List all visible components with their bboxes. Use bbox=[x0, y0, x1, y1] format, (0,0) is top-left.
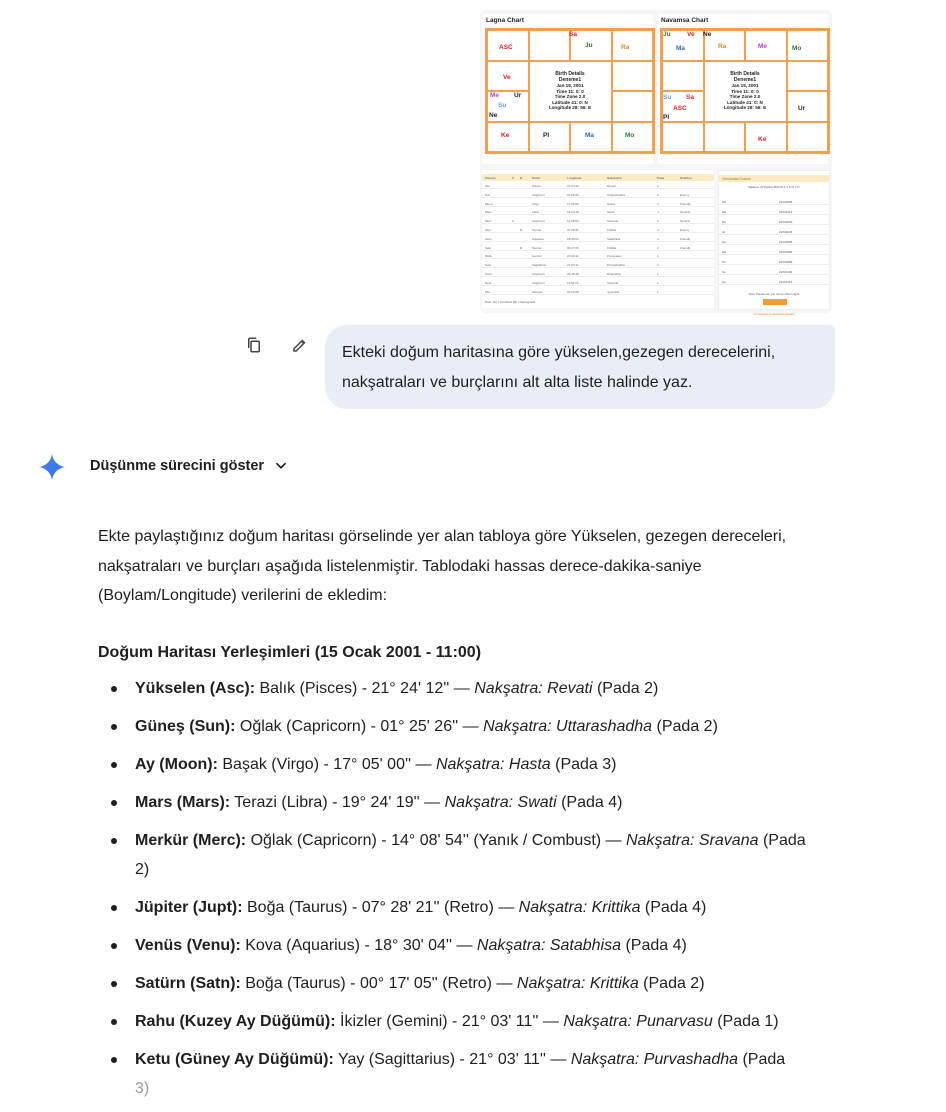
table-cell: 21:03:11 bbox=[567, 263, 579, 268]
navamsa-planet: ASC bbox=[673, 105, 687, 112]
table-cell: Merc bbox=[485, 219, 492, 224]
placement-position: Kova (Aquarius) - 18° 30' 04'' — bbox=[240, 937, 477, 954]
dasha-row bbox=[719, 278, 829, 285]
dasha-lord: Ve bbox=[722, 270, 726, 274]
table-cell: Krittika bbox=[607, 245, 617, 250]
table-row bbox=[482, 200, 714, 207]
table-cell: Mars bbox=[485, 210, 492, 215]
dasha-lord: Me bbox=[722, 250, 727, 254]
placement-pada: (Pada 4) bbox=[621, 937, 687, 954]
dasha-note: Note: Please see you can to other Lagna bbox=[748, 292, 800, 296]
placement-item bbox=[108, 1045, 823, 1103]
dasha-date: 22/6/2005 bbox=[779, 200, 793, 204]
placement-nakshatra: Nakşatra: Punarvasu bbox=[563, 1013, 713, 1030]
table-row bbox=[482, 244, 714, 251]
dasha-title: Vimshottari Dasha bbox=[719, 175, 829, 182]
table-cell: Nept bbox=[485, 280, 492, 285]
placement-name: Venüs (Venu): bbox=[135, 937, 241, 954]
placement-position: İkizler (Gemini) - 21° 03' 11'' — bbox=[335, 1013, 564, 1030]
placement-pada: (Pada 2) bbox=[638, 975, 705, 992]
dasha-balance: Balance Of Dasha MOON 4 Y 5 M 7 D bbox=[748, 185, 800, 189]
dasha-panel bbox=[718, 170, 830, 316]
table-cell: 20:16:05 bbox=[567, 289, 579, 294]
table-cell: Gemini bbox=[532, 254, 542, 259]
table-cell: Aquarius bbox=[532, 236, 544, 241]
dasha-lord: Ma bbox=[722, 210, 727, 214]
table-cell: 4 bbox=[657, 236, 659, 241]
table-cell: Sravana bbox=[607, 280, 619, 285]
table-row bbox=[482, 217, 714, 224]
table-cell: Neutral bbox=[680, 219, 690, 224]
placement-pada: (Pada 1) bbox=[712, 1013, 779, 1030]
table-cell: 19:24:19 bbox=[567, 210, 579, 215]
table-header-cell: Rashi bbox=[532, 176, 541, 180]
dasha-date: 22/6/2046 bbox=[779, 230, 793, 234]
response-intro: Ekte paylaştığınız doğum haritası görselinde yer alan tabloya göre Yükselen, gezegen dereceleri, nakşatraları ve burçları aşağıda listelenmiştir. Tablodaki hassas derece-dakika-saniye (Boylam/Longitude) verilerini de ekledim: bbox=[98, 528, 787, 604]
placement-position: Terazi (Libra) - 19° 24' 19'' — bbox=[230, 794, 445, 811]
table-cell: Revati bbox=[607, 184, 616, 188]
table-header-cell: Planets bbox=[485, 176, 496, 180]
dasha-date: 22/6/2065 bbox=[779, 240, 793, 244]
table-row bbox=[482, 261, 714, 268]
placement-position: Boğa (Taurus) - 07° 28' 21'' (Retro) — bbox=[242, 899, 519, 916]
lagna-planet: Ra bbox=[621, 44, 630, 51]
placement-nakshatra: Nakşatra: Krittika bbox=[518, 899, 641, 916]
table-cell: Venu bbox=[485, 236, 492, 241]
navamsa-planet: Sa bbox=[686, 94, 694, 101]
placement-pada: (Pada bbox=[738, 1051, 786, 1068]
placement-list bbox=[108, 674, 823, 1112]
table-cell: 17:05:00 bbox=[567, 201, 579, 206]
navamsa-planet: Ke bbox=[758, 136, 767, 143]
table-cell: 1 bbox=[657, 254, 659, 259]
table-cell: 1 bbox=[657, 280, 659, 285]
table-header-cell: Nakshatra bbox=[607, 176, 622, 180]
placement-nakshatra: Nakşatra: Satabhisa bbox=[476, 937, 621, 954]
placement-pada: (Pada 3) bbox=[550, 756, 617, 773]
planet-table-header bbox=[482, 174, 714, 181]
placement-item bbox=[108, 712, 823, 741]
table-cell: Hasta bbox=[607, 201, 615, 206]
placement-name: Merkür (Merc): bbox=[135, 832, 247, 849]
lagna-planet: Ma bbox=[585, 132, 595, 139]
planet-table-note: Note: [C] = Combust [R] = Retrograde bbox=[485, 300, 536, 304]
placement-pada: (Pada 2) bbox=[592, 680, 659, 697]
dasha-date: 22/6/2109 bbox=[779, 270, 793, 274]
lagna-planet: Sa bbox=[569, 31, 577, 38]
table-cell: Taurus bbox=[532, 228, 542, 232]
table-row bbox=[482, 226, 714, 233]
navamsa-planet: Ju bbox=[663, 31, 671, 38]
table-header-cell: C bbox=[512, 176, 515, 180]
placement-position: Oğlak (Capricorn) - 01° 25' 26'' — bbox=[235, 718, 484, 735]
lagna-planet: Pl bbox=[543, 132, 550, 139]
lagna-planet: Ne bbox=[489, 112, 498, 119]
dasha-row bbox=[719, 198, 829, 205]
table-row bbox=[482, 279, 714, 286]
show-thinking-label[interactable]: Düşünme sürecini göster bbox=[90, 458, 265, 474]
lagna-planet: Me bbox=[490, 92, 500, 99]
lagna-planet: Ju bbox=[585, 42, 593, 49]
copy-icon[interactable] bbox=[242, 333, 266, 357]
table-cell: 1 bbox=[657, 289, 659, 294]
lagna-planet: Ur bbox=[514, 92, 522, 99]
placement-pada: (Pada 4) bbox=[556, 794, 623, 811]
table-cell: Swati bbox=[607, 210, 615, 215]
placement-position: Boğa (Taurus) - 00° 17' 05'' (Retro) — bbox=[240, 975, 517, 992]
planet-table bbox=[482, 170, 714, 308]
placement-item bbox=[108, 826, 823, 884]
navamsa-planet: Ma bbox=[676, 45, 686, 52]
dasha-row bbox=[719, 248, 829, 255]
table-cell: Asc bbox=[485, 184, 491, 188]
placement-position: Yay (Sagittarius) - 21° 03' 11'' — bbox=[333, 1051, 571, 1068]
table-cell: Punarvasu bbox=[607, 254, 622, 259]
placement-item bbox=[108, 788, 823, 817]
placement-nakshatra: Nakşatra: Sravana bbox=[625, 832, 759, 849]
lagna-chart bbox=[483, 14, 653, 164]
table-cell: R bbox=[520, 228, 523, 232]
placement-position: Başak (Virgo) - 17° 05' 00'' — bbox=[217, 756, 436, 773]
placement-item bbox=[108, 1007, 823, 1036]
table-cell: 4 bbox=[657, 210, 659, 215]
table-cell: Satabhisa bbox=[607, 236, 621, 241]
user-message-line: Ekteki doğum haritasına göre yükselen,gezegen derecelerini, bbox=[342, 344, 776, 361]
navamsa-chart-title: Navamsa Chart bbox=[661, 17, 709, 24]
table-header-cell: R bbox=[520, 176, 523, 180]
table-cell: Friendly bbox=[680, 245, 691, 250]
dasha-lord: Mo bbox=[722, 200, 727, 204]
table-cell: Purvashadha bbox=[607, 263, 625, 268]
placement-item bbox=[108, 931, 823, 960]
table-row bbox=[482, 288, 714, 295]
placement-nakshatra: Nakşatra: Uttarashadha bbox=[483, 718, 653, 735]
dasha-link: Vimshottari Antardasha Details bbox=[753, 312, 795, 316]
placement-name: Mars (Mars): bbox=[135, 794, 231, 811]
table-cell: Taurus bbox=[532, 245, 542, 250]
table-cell: Enemy bbox=[680, 192, 690, 197]
table-cell: 21:03:11 bbox=[567, 254, 579, 259]
dasha-date: 22/6/2115 bbox=[779, 280, 793, 284]
table-cell: Virgo bbox=[532, 201, 539, 206]
table-row bbox=[482, 235, 714, 242]
placement-pada: (Pada 2) bbox=[135, 832, 806, 878]
placement-item bbox=[108, 969, 823, 998]
table-row bbox=[482, 208, 714, 215]
navamsa-chart bbox=[658, 14, 828, 164]
table-header-cell: Pada bbox=[657, 176, 665, 180]
table-cell: 21:24:12 bbox=[567, 184, 579, 188]
placement-position: Oğlak (Capricorn) - 14° 08' 54'' (Yanık / Combust) — bbox=[246, 832, 626, 849]
placement-pada: 3) bbox=[135, 1080, 150, 1097]
placement-nakshatra: Nakşatra: Krittika bbox=[516, 975, 639, 992]
placement-nakshatra: Nakşatra: Swati bbox=[444, 794, 557, 811]
table-header-cell: Longitude bbox=[567, 176, 582, 180]
placement-pada: (Pada 4) bbox=[640, 899, 707, 916]
table-header-cell: Relation bbox=[680, 176, 692, 180]
placement-nakshatra: Nakşatra: Revati bbox=[474, 680, 593, 697]
table-cell: 23:46:48 bbox=[567, 272, 579, 276]
lagna-birth-details: Birth Details Deneme1 Jan 15, 2001 Time 11: 0: 0 Time Zone 2.0 Latitude 41: 0: N Longitude 28: 56: E bbox=[529, 61, 612, 122]
attached-image[interactable] bbox=[480, 10, 832, 316]
dasha-row bbox=[719, 208, 829, 215]
dasha-lord: Su bbox=[722, 280, 726, 284]
table-row bbox=[482, 270, 714, 277]
table-cell: C bbox=[512, 219, 515, 224]
table-cell: R bbox=[520, 245, 523, 250]
table-cell: Friendly bbox=[680, 201, 691, 206]
dasha-lord: Sa bbox=[722, 240, 726, 244]
dasha-row bbox=[719, 218, 829, 225]
table-cell: Pisces bbox=[532, 184, 541, 188]
lagna-planet: ASC bbox=[499, 44, 513, 51]
dasha-lord: Ke bbox=[722, 260, 726, 264]
table-cell: 3 bbox=[657, 263, 659, 268]
navamsa-planet: Ur bbox=[798, 105, 806, 112]
table-cell: 2 bbox=[657, 192, 659, 197]
table-cell: Uttarashadha bbox=[607, 192, 626, 197]
table-cell: 1 bbox=[657, 272, 659, 276]
placement-name: Güneş (Sun): bbox=[135, 718, 236, 735]
navamsa-planet: Su bbox=[663, 94, 672, 101]
table-cell: Sagittarius bbox=[532, 263, 547, 268]
table-cell: Friendly bbox=[680, 236, 691, 241]
placement-nakshatra: Nakşatra: Hasta bbox=[435, 756, 551, 773]
dasha-lord: Ju bbox=[722, 230, 726, 234]
dasha-date: 22/6/2089 bbox=[779, 260, 793, 264]
table-row bbox=[482, 252, 714, 259]
table-cell: Satn bbox=[485, 245, 492, 250]
placement-name: Ketu (Güney Ay Düğümü): bbox=[135, 1051, 334, 1068]
table-cell: Jyeshtha bbox=[607, 289, 620, 294]
user-message-bubble bbox=[325, 325, 835, 409]
table-cell: 11:50:16 bbox=[567, 280, 579, 285]
table-cell: Moon bbox=[485, 201, 493, 206]
table-cell: 2 bbox=[657, 245, 659, 250]
edit-icon[interactable] bbox=[288, 333, 312, 357]
table-cell: Scorpio bbox=[532, 289, 543, 294]
dasha-lord: Ra bbox=[722, 220, 726, 224]
table-cell: 18:30:04 bbox=[567, 236, 579, 241]
dasha-date: 22/6/2082 bbox=[779, 250, 793, 254]
table-cell: Sun bbox=[485, 192, 491, 197]
table-cell: Ketu bbox=[485, 263, 492, 268]
placement-item bbox=[108, 674, 823, 703]
table-cell: 14:08:54 bbox=[567, 219, 579, 224]
lagna-planet: Su bbox=[498, 102, 507, 109]
navamsa-birth-details: Birth Details Deneme1 Jan 15, 2001 Time 11: 0: 0 Time Zone 2.0 Latitude 41: 0: N Longitude 28: 56: E bbox=[704, 61, 787, 122]
placement-name: Ay (Moon): bbox=[135, 756, 218, 773]
navamsa-planet: Ra bbox=[718, 43, 727, 50]
placement-item bbox=[108, 893, 823, 922]
table-cell: Libra bbox=[532, 210, 539, 215]
navamsa-planet: Mo bbox=[792, 45, 802, 52]
user-message-line: nakşatraları ve burçlarını alt alta liste halinde yaz. bbox=[342, 374, 693, 391]
dasha-row bbox=[719, 228, 829, 235]
table-cell: 3 bbox=[657, 201, 659, 206]
dasha-button bbox=[763, 299, 787, 305]
lagna-planet: Ke bbox=[501, 132, 510, 139]
lagna-grid bbox=[485, 28, 655, 154]
navamsa-planet: Ne bbox=[703, 31, 712, 38]
lagna-planet: Ve bbox=[503, 74, 511, 81]
table-cell: Jupt bbox=[485, 228, 491, 232]
table-cell: 4 bbox=[657, 228, 659, 232]
response-heading: Doğum Haritası Yerleşimleri (15 Ocak 2001 - 11:00) bbox=[98, 644, 482, 661]
placement-pada: (Pada 2) bbox=[652, 718, 718, 735]
table-cell: Krittika bbox=[607, 228, 617, 232]
dasha-row bbox=[719, 258, 829, 265]
table-row bbox=[482, 182, 714, 189]
placement-name: Satürn (Satn): bbox=[135, 975, 241, 992]
table-cell: Capricorn bbox=[532, 280, 546, 285]
table-cell: Plut bbox=[485, 289, 491, 294]
table-cell: Uran bbox=[485, 272, 492, 276]
lagna-planet: Mo bbox=[625, 132, 635, 139]
navamsa-planet: Pl bbox=[663, 114, 670, 121]
chevron-down-icon[interactable] bbox=[274, 459, 288, 473]
dasha-date: 22/6/2030 bbox=[779, 220, 793, 224]
table-cell: 2 bbox=[657, 219, 659, 224]
gemini-spark-icon bbox=[38, 453, 66, 481]
show-thinking-toggle[interactable] bbox=[38, 452, 265, 482]
placement-nakshatra: Nakşatra: Purvashadha bbox=[570, 1051, 739, 1068]
placement-name: Yükselen (Asc): bbox=[135, 680, 256, 697]
table-cell: Capricorn bbox=[532, 219, 546, 224]
table-cell: Enemy bbox=[680, 228, 690, 232]
navamsa-planet: Ve bbox=[687, 31, 695, 38]
table-cell: Sravana bbox=[607, 219, 619, 224]
table-cell: 01:25:26 bbox=[567, 192, 579, 197]
dasha-date: 22/6/2012 bbox=[779, 210, 793, 214]
placement-item bbox=[108, 750, 823, 779]
navamsa-planet: Me bbox=[758, 43, 768, 50]
table-cell: 00:17:05 bbox=[567, 245, 579, 250]
placement-name: Jüpiter (Jupt): bbox=[135, 899, 243, 916]
table-cell: Rahu bbox=[485, 254, 493, 259]
placement-position: Balık (Pisces) - 21° 24' 12'' — bbox=[255, 680, 475, 697]
table-cell: Capricorn bbox=[532, 272, 546, 276]
table-cell: Neutral bbox=[680, 210, 690, 215]
table-row bbox=[482, 191, 714, 198]
dasha-row bbox=[719, 238, 829, 245]
table-cell: Dhanishta bbox=[607, 272, 621, 276]
dasha-row bbox=[719, 268, 829, 275]
table-cell: 07:28:21 bbox=[567, 228, 579, 232]
navamsa-grid bbox=[660, 28, 830, 154]
placement-name: Rahu (Kuzey Ay Düğümü): bbox=[135, 1013, 336, 1030]
table-cell: 2 bbox=[657, 184, 659, 188]
lagna-chart-title: Lagna Chart bbox=[486, 17, 524, 24]
table-cell: Capricorn bbox=[532, 192, 546, 197]
